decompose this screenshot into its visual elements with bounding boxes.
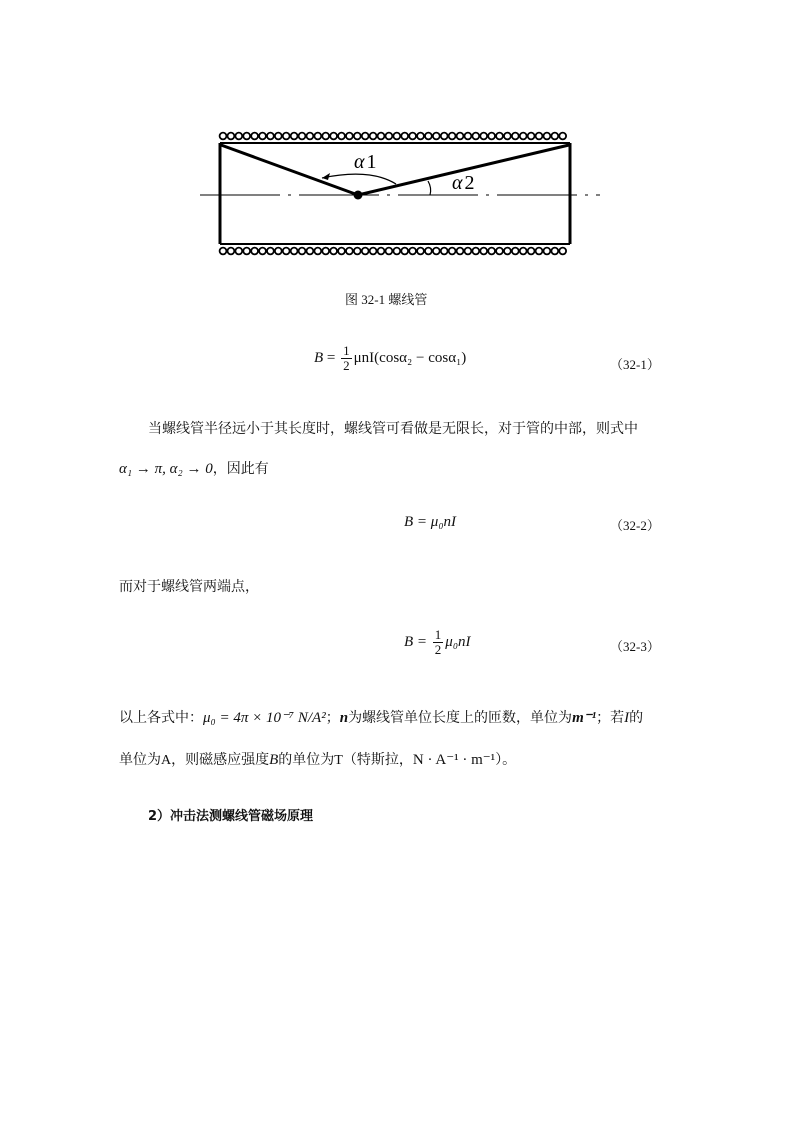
coil-turn <box>457 133 464 140</box>
equation-number-32-3: （32-3） <box>610 639 660 654</box>
coil-turn <box>559 133 566 140</box>
coil-turn <box>551 133 558 140</box>
coil-turn <box>330 248 337 255</box>
coil-turn <box>520 133 527 140</box>
coil-turn <box>528 133 535 140</box>
coil-turn <box>354 133 361 140</box>
coil-turn <box>465 248 472 255</box>
coil-turn <box>275 248 282 255</box>
coil-turn <box>449 133 456 140</box>
line-to-right-end <box>358 145 569 195</box>
coil-turn <box>259 133 266 140</box>
equation-number-32-2: （32-2） <box>610 518 660 533</box>
coil-turn <box>480 248 487 255</box>
alpha1-arc <box>322 174 396 184</box>
coil-turn <box>465 133 472 140</box>
coil-turn <box>386 133 393 140</box>
coil-turn <box>291 133 298 140</box>
coil-turn <box>235 248 242 255</box>
paragraph-line: 单位为A，则磁感应强度B的单位为T（特斯拉，N · A⁻¹ · m⁻¹）。 <box>119 752 517 768</box>
coil-turn <box>338 133 345 140</box>
paragraph-line: 当螺线管半径远小于其长度时，螺线管可看做是无限长，对于管的中部，则式中 <box>148 422 638 437</box>
coil-turn <box>283 248 290 255</box>
coil-turn <box>409 248 416 255</box>
coil-turn <box>488 133 495 140</box>
coil-turn <box>314 248 321 255</box>
coil-turn <box>536 133 543 140</box>
coil-turn <box>441 133 448 140</box>
coil-turn <box>504 133 511 140</box>
coil-turn <box>504 248 511 255</box>
coil-turn <box>425 248 432 255</box>
coil-turn <box>496 248 503 255</box>
coil-turn <box>559 248 566 255</box>
coil-row-top <box>220 133 566 140</box>
coil-turn <box>544 248 551 255</box>
figure-caption: 图 32-1 螺线管 <box>345 292 428 307</box>
coil-turn <box>378 248 385 255</box>
coil-turn <box>472 133 479 140</box>
coil-turn <box>393 248 400 255</box>
coil-turn <box>362 133 369 140</box>
equation-32-2: B = μ₀nI <box>404 514 457 530</box>
alpha2-arc <box>428 181 431 195</box>
center-point <box>354 191 363 200</box>
coil-turn <box>275 133 282 140</box>
coil-turn <box>512 133 519 140</box>
coil-turn <box>544 133 551 140</box>
coil-turn <box>307 133 314 140</box>
coil-turn <box>243 248 250 255</box>
coil-turn <box>378 133 385 140</box>
coil-turn <box>417 248 424 255</box>
coil-turn <box>291 248 298 255</box>
coil-turn <box>433 133 440 140</box>
alpha1-label: α 1 <box>354 151 377 173</box>
coil-turn <box>243 133 250 140</box>
coil-turn <box>330 133 337 140</box>
coil-turn <box>433 248 440 255</box>
coil-turn <box>267 248 274 255</box>
coil-turn <box>235 133 242 140</box>
coil-turn <box>228 248 235 255</box>
paragraph-line: 而对于螺线管两端点， <box>119 580 259 595</box>
coil-turn <box>528 248 535 255</box>
coil-turn <box>314 133 321 140</box>
coil-turn <box>536 248 543 255</box>
coil-turn <box>512 248 519 255</box>
coil-turn <box>322 248 329 255</box>
coil-turn <box>409 133 416 140</box>
coil-turn <box>354 248 361 255</box>
paragraph-line: α₁ → π, α₂ → 0，因此有 <box>119 461 269 477</box>
coil-turn <box>251 248 258 255</box>
coil-turn <box>441 248 448 255</box>
arrowhead-icon <box>322 173 330 180</box>
coil-turn <box>472 248 479 255</box>
coil-turn <box>496 133 503 140</box>
coil-row-bottom <box>220 248 566 255</box>
coil-turn <box>386 248 393 255</box>
equation-number-32-1: （32-1） <box>610 357 660 372</box>
coil-turn <box>267 133 274 140</box>
coil-turn <box>220 133 227 140</box>
coil-turn <box>299 133 306 140</box>
coil-turn <box>370 248 377 255</box>
coil-turn <box>425 133 432 140</box>
coil-turn <box>370 133 377 140</box>
coil-turn <box>401 248 408 255</box>
coil-turn <box>228 133 235 140</box>
coil-turn <box>251 133 258 140</box>
equation-32-1: B = $\frac{1}{2}$ μnI(cosα₂ − cosα₁) <box>314 343 467 373</box>
coil-turn <box>480 133 487 140</box>
coil-turn <box>346 248 353 255</box>
section-heading: 2）冲击法测螺线管磁场原理 <box>148 809 314 824</box>
coil-turn <box>551 248 558 255</box>
coil-turn <box>283 133 290 140</box>
coil-turn <box>362 248 369 255</box>
coil-turn <box>393 133 400 140</box>
equation-32-3: B = $\frac{1}{2}$ μ₀nI <box>404 627 471 657</box>
coil-turn <box>417 133 424 140</box>
coil-turn <box>346 133 353 140</box>
coil-turn <box>401 133 408 140</box>
coil-turn <box>338 248 345 255</box>
coil-turn <box>457 248 464 255</box>
coil-turn <box>220 248 227 255</box>
line-to-left-end <box>221 145 358 195</box>
coil-turn <box>307 248 314 255</box>
coil-turn <box>322 133 329 140</box>
coil-turn <box>259 248 266 255</box>
solenoid-figure <box>0 0 793 290</box>
coil-turn <box>449 248 456 255</box>
coil-turn <box>488 248 495 255</box>
coil-turn <box>299 248 306 255</box>
alpha2-label: α 2 <box>452 172 475 194</box>
coil-turn <box>520 248 527 255</box>
paragraph-line: 以上各式中：μ₀ = 4π × 10⁻⁷ N/A²；n为螺线管单位长度上的匝数，单位为m⁻¹；若I的 <box>119 710 644 726</box>
